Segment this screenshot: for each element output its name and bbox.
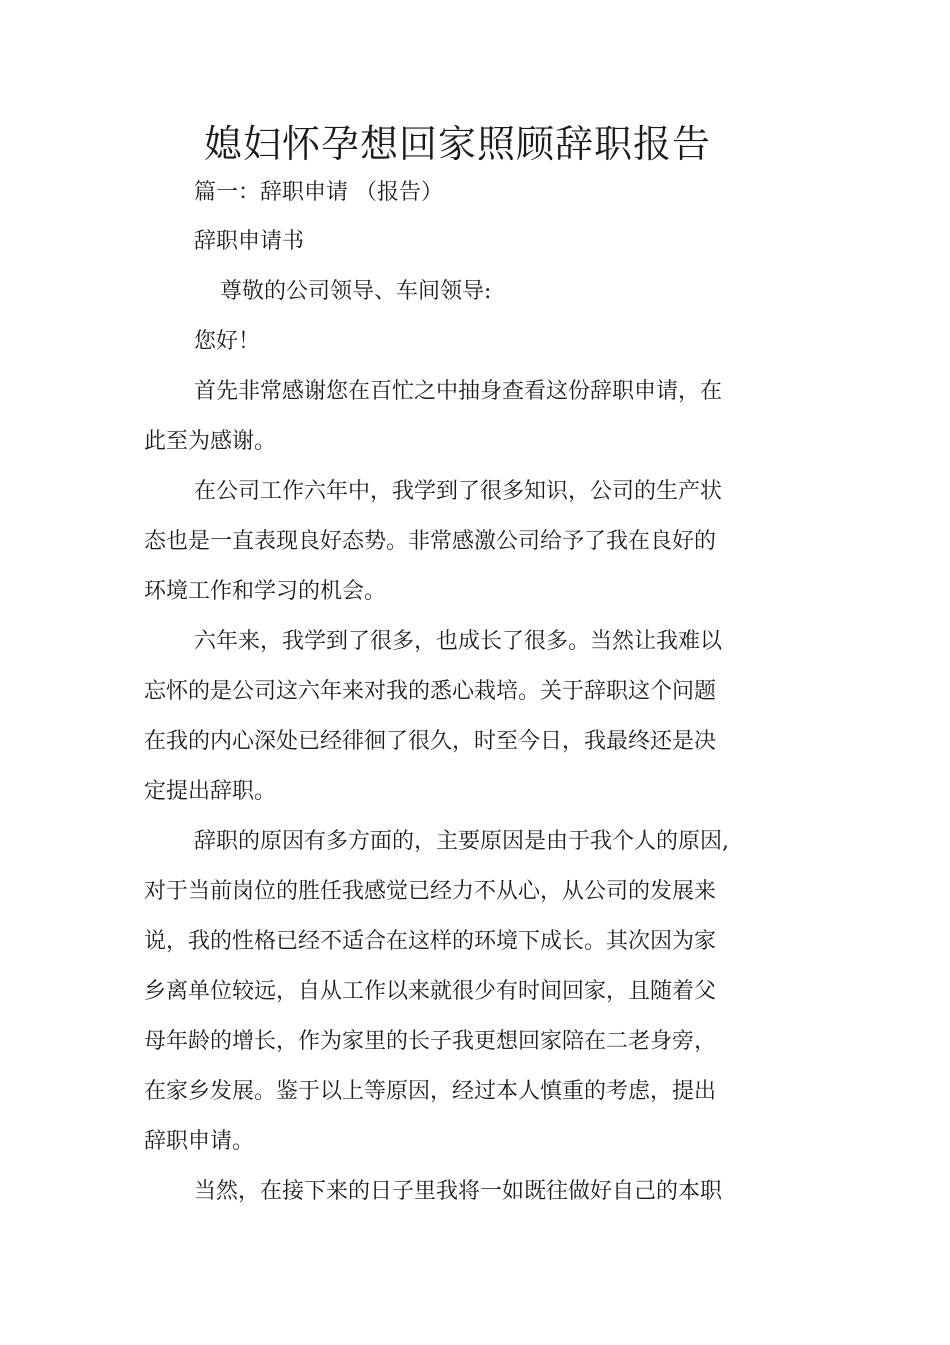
paragraph-line: 对于当前岗位的胜任我感觉已经力不从心，从公司的发展来 [144, 879, 717, 904]
paragraph-line: 当然，在接下来的日子里我将一如既往做好自己的本职 [194, 1179, 723, 1204]
letter-heading: 辞职申请书 [194, 229, 305, 254]
greeting: 您好！ [194, 329, 261, 354]
paragraph-line: 六年来，我学到了很多，也成长了很多。当然让我难以 [194, 629, 723, 654]
paragraph-line: 说，我的性格已经不适合在这样的环境下成长。其次因为家 [144, 929, 717, 954]
paragraph-line: 乡离单位较远，自从工作以来就很少有时间回家，且随着父 [144, 979, 717, 1004]
paragraph-line: 忘怀的是公司这六年来对我的悉心栽培。关于辞职这个问题 [144, 679, 717, 704]
salutation: 尊敬的公司领导、车间领导: [220, 279, 492, 304]
paragraph-line: 首先非常感谢您在百忙之中抽身查看这份辞职申请，在 [194, 379, 723, 404]
paragraph-line: 辞职申请。 [144, 1129, 255, 1154]
section-heading: 篇一：辞职申请 （报告） [194, 180, 443, 205]
paragraph-line: 态也是一直表现良好态势。非常感激公司给予了我在良好的 [144, 529, 717, 554]
paragraph-line: 此至为感谢。 [144, 429, 277, 454]
paragraph-line: 环境工作和学习的机会。 [144, 579, 387, 604]
paragraph-line: 在家乡发展。鉴于以上等原因，经过本人慎重的考虑，提出 [144, 1079, 717, 1104]
paragraph-line: 在我的内心深处已经徘徊了很久，时至今日，我最终还是决 [144, 729, 717, 754]
paragraph-line: 母年龄的增长，作为家里的长子我更想回家陪在二老身旁， [144, 1029, 717, 1054]
document-title: 媳妇怀孕想回家照顾辞职报告 [203, 122, 711, 166]
paragraph-line: 定提出辞职。 [144, 779, 277, 804]
paragraph-line: 在公司工作六年中，我学到了很多知识，公司的生产状 [194, 479, 723, 504]
paragraph-line: 辞职的原因有多方面的，主要原因是由于我个人的原因, [194, 829, 729, 854]
